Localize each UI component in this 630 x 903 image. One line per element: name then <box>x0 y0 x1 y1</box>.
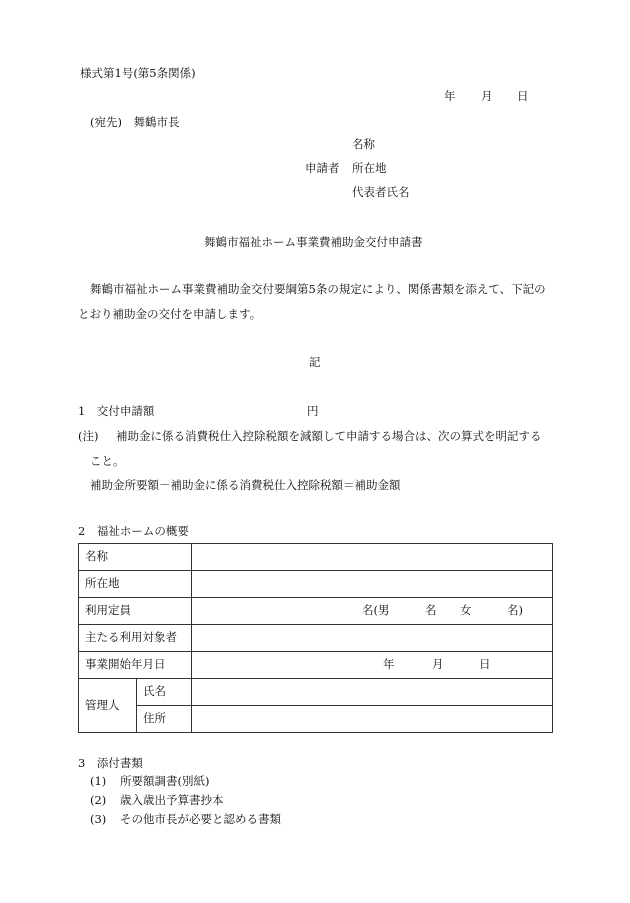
attachment-text-3: その他市長が必要と認める書類 <box>120 812 281 826</box>
table-row <box>79 652 553 679</box>
section2-heading: 2 福祉ホームの概要 <box>78 524 189 538</box>
date-day-label: 日 <box>517 89 529 103</box>
formula: 補助金所要額－補助金に係る消費税仕入控除税額＝補助金額 <box>90 478 401 492</box>
cell-manager-name-value <box>192 679 553 706</box>
start-day-label: 日 <box>479 657 491 671</box>
row-label-start-date: 事業開始年月日 <box>79 652 192 679</box>
overview-table <box>78 543 553 733</box>
row-label-manager-address: 住所 <box>137 706 192 733</box>
date-month-label: 月 <box>481 89 493 103</box>
cell-location-value <box>192 571 553 598</box>
capacity-mei-mid: 名 <box>425 603 437 617</box>
row-label-manager-name: 氏名 <box>137 679 192 706</box>
applicant-name-label: 名称 <box>352 137 375 151</box>
row-label-location: 所在地 <box>79 571 192 598</box>
start-year-label: 年 <box>383 657 395 671</box>
date-year-label: 年 <box>444 89 456 103</box>
row-label-manager: 管理人 <box>79 679 137 733</box>
note-line-1: 補助金に係る消費税仕入控除税額を減額して申請する場合は、次の算式を明記する <box>116 429 542 443</box>
applicant-label: 申請者 <box>305 161 340 175</box>
capacity-female: 女 <box>460 603 472 617</box>
ki-label: 記 <box>309 355 321 369</box>
document-title: 舞鶴市福祉ホーム事業費補助金交付申請書 <box>204 235 423 249</box>
cell-target-value <box>192 625 553 652</box>
capacity-mei-open: 名(男 <box>362 603 390 617</box>
note-label: (注) <box>78 429 99 443</box>
section3-heading: 3 添付書類 <box>78 756 143 770</box>
start-month-label: 月 <box>432 657 444 671</box>
row-label-name: 名称 <box>79 544 192 571</box>
attachment-text-2: 歳入歳出予算書抄本 <box>120 793 224 807</box>
capacity-mei-close: 名) <box>507 603 523 617</box>
note-line-2: こと。 <box>90 454 125 468</box>
attachment-text-1: 所要額調書(別紙) <box>120 774 210 788</box>
cell-capacity-value <box>192 598 553 625</box>
body-line-1: 舞鶴市福祉ホーム事業費補助金交付要綱第5条の規定により、関係書類を添えて、下記の <box>90 282 546 296</box>
table-row <box>79 679 553 706</box>
addressee: (宛先) 舞鶴市長 <box>90 115 180 129</box>
form-number: 様式第1号(第5条関係) <box>80 66 196 80</box>
table-row <box>79 598 553 625</box>
row-label-capacity: 利用定員 <box>79 598 192 625</box>
body-line-2: とおり補助金の交付を申請します。 <box>78 307 262 321</box>
section1-heading: 1 交付申請額 <box>78 404 155 418</box>
table-row <box>79 544 553 571</box>
section1-unit: 円 <box>307 404 319 418</box>
table-row <box>79 625 553 652</box>
cell-manager-address-value <box>192 706 553 733</box>
cell-start-date-value <box>192 652 553 679</box>
applicant-representative-label: 代表者氏名 <box>352 185 410 199</box>
attachment-num-3: (3) <box>90 812 107 826</box>
cell-name-value <box>192 544 553 571</box>
applicant-address-label: 所在地 <box>352 161 387 175</box>
row-label-target: 主たる利用対象者 <box>79 625 192 652</box>
attachment-num-2: (2) <box>90 793 107 807</box>
table-row <box>79 706 553 733</box>
attachment-num-1: (1) <box>90 774 107 788</box>
table-row <box>79 571 553 598</box>
